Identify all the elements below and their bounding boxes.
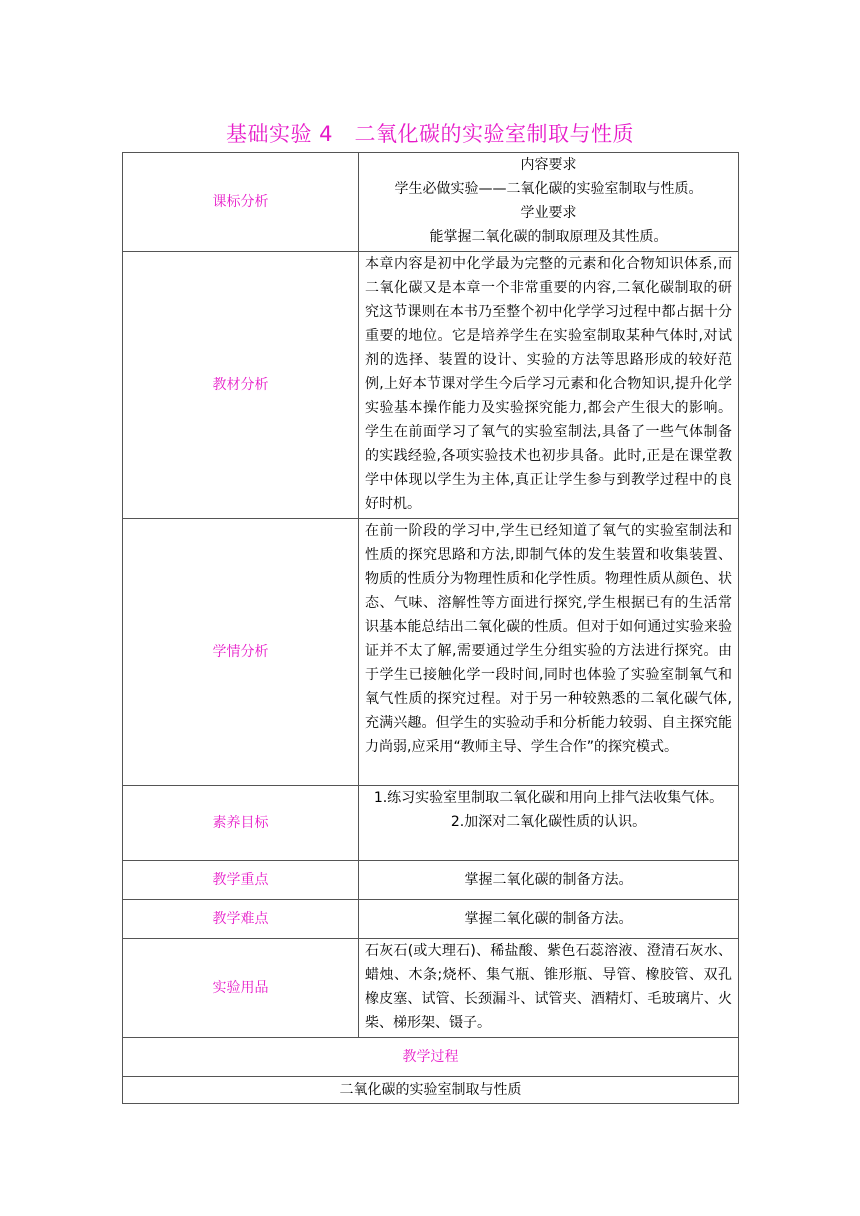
content-line: 1.练习实验室里制取二氧化碳和用向上排气法收集气体。 <box>373 790 724 806</box>
row-content-yongpin: 石灰石(或大理石)、稀盐酸、紫色石蕊溶液、澄清石灰水、蜡烛、木条;烧杯、集气瓶、锥形瓶、导管、橡胶管、双孔橡皮塞、试管、长颈漏斗、试管夹、酒精灯、毛玻璃片、火柴、梯形架、镊子。 <box>359 939 739 1038</box>
table-row <box>123 252 739 519</box>
table-row <box>123 153 739 252</box>
row-label-kebiao: 课标分析 <box>123 153 359 252</box>
table-row <box>123 1077 739 1104</box>
row-content-xueqing: 在前一阶段的学习中,学生已经知道了氧气的实验室制法和性质的探究思路和方法,即制气体的发生装置和收集装置、物质的性质分为物理性质和化学性质。物理性质从颜色、状态、气味、溶解性等方面进行探究,学生根据已有的生活常识基本能总结出二氧化碳的性质。但对于如何通过实验来验证并不太了解,需要通过学生分组实验的方法进行探究。由于学生已接触化学一段时间,同时也体验了实验室制氧气和氧气性质的探究过程。对于另一种较熟悉的二氧化碳气体,充满兴趣。但学生的实验动手和分析能力较弱、自主探究能力尚弱,应采用“教师主导、学生合作”的探究模式。 <box>359 519 739 786</box>
content-line: 学业要求 <box>520 205 577 221</box>
table-row <box>123 1038 739 1077</box>
row-label-jiaocai: 教材分析 <box>123 252 359 519</box>
section-header-guocheng: 教学过程 <box>123 1038 739 1077</box>
content-line: 内容要求 <box>520 157 577 173</box>
table-row <box>123 519 739 786</box>
row-label-xueqing: 学情分析 <box>123 519 359 786</box>
row-label-yongpin: 实验用品 <box>123 939 359 1038</box>
row-label-suyang: 素养目标 <box>123 786 359 861</box>
row-content-kebiao <box>359 153 739 252</box>
row-content-nandian: 掌握二氧化碳的制备方法。 <box>359 900 739 939</box>
row-content-suyang <box>359 786 739 861</box>
lesson-plan-table <box>122 152 739 1104</box>
table-row <box>123 786 739 861</box>
row-label-nandian: 教学难点 <box>123 900 359 939</box>
row-content-jiaocai: 本章内容是初中化学最为完整的元素和化合物知识体系,而二氧化碳又是本章一个非常重要的内容,二氧化碳制取的研究这节课则在本书乃至整个初中化学学习过程中都占据十分重要的地位。它是培养学生在实验室制取某种气体时,对试剂的选择、装置的设计、实验的方法等思路形成的较好范例,上好本节课对学生今后学习元素和化合物知识,提升化学实验基本操作能力及实验探究能力,都会产生很大的影响。学生在前面学习了氧气的实验室制法,具备了一些气体制备的实践经验,各项实验技术也初步具备。此时,正是在课堂教学中体现以学生为主体,真正让学生参与到教学过程中的良好时机。 <box>359 252 739 519</box>
table-row <box>123 900 739 939</box>
row-content-zhongdian: 掌握二氧化碳的制备方法。 <box>359 861 739 900</box>
table-row <box>123 861 739 900</box>
table-row <box>123 939 739 1038</box>
page-title: 基础实验 4 二氧化碳的实验室制取与性质 <box>225 122 635 146</box>
content-line: 能掌握二氧化碳的制取原理及其性质。 <box>429 229 668 245</box>
section-topic: 二氧化碳的实验室制取与性质 <box>123 1077 739 1104</box>
content-line: 2.加深对二氧化碳性质的认识。 <box>450 814 647 830</box>
row-label-zhongdian: 教学重点 <box>123 861 359 900</box>
content-line: 学生必做实验——二氧化碳的实验室制取与性质。 <box>394 181 703 197</box>
